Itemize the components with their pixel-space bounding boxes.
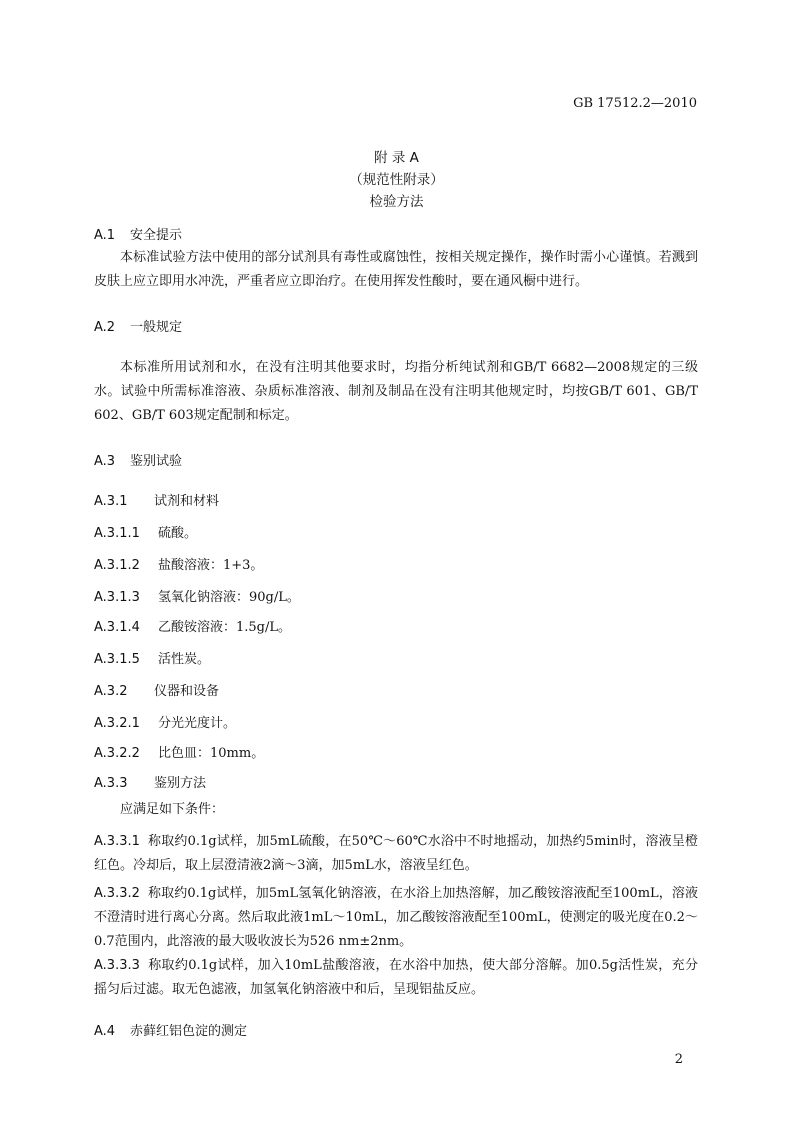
section-number: A.4 <box>94 1024 116 1039</box>
section-heading-a1 <box>94 224 182 243</box>
section-title: 安全提示 <box>130 228 183 243</box>
item-number: A.3.3.1 <box>94 834 140 849</box>
para-a332 <box>94 882 698 954</box>
item-a315 <box>94 648 210 667</box>
section-heading-a3 <box>94 450 182 469</box>
section-heading-a32 <box>94 680 219 699</box>
item-a313 <box>94 586 300 605</box>
appendix-title: 检验方法 <box>369 194 424 210</box>
item-text: 乙酸铵溶液：1.5g/L。 <box>158 620 292 635</box>
item-number: A.3.1.2 <box>94 558 140 573</box>
section-text-a2: 本标准所用试剂和水，在没有注明其他要求时，均指分析纯试剂和GB/T 6682—2008规定的三级水。试验中所需标准溶液、杂质标准溶液、制剂及制品在没有注明其他规定时，均按GB/T 601、GB/T 602、GB/T 603规定配制和标定。 <box>94 360 698 423</box>
appendix-label: 附 录 A <box>374 150 419 166</box>
page-number: 2 <box>674 1052 683 1067</box>
appendix-type: （规范性附录） <box>349 172 444 188</box>
item-text: 称取约0.1g试样，加5mL氢氧化钠溶液，在水浴上加热溶解，加乙酸铵溶液配至100mL，溶液不澄清时进行离心分离。然后取此液1mL～10mL，加乙酸铵溶液配至100mL，使测定的吸光度在0.2～0.7范围内，此溶液的最大吸收波长为526 nm±2nm。 <box>94 886 698 949</box>
item-text: 比色皿：10mm。 <box>158 746 265 761</box>
section-title: 赤藓红铝色淀的测定 <box>130 1024 248 1039</box>
item-text: 分光光度计。 <box>158 716 237 731</box>
section-intro-a33: 应满足如下条件： <box>120 802 225 817</box>
section-heading-a33 <box>94 772 206 791</box>
section-heading-a4 <box>94 1020 247 1039</box>
item-a314 <box>94 616 291 635</box>
section-title: 一般规定 <box>130 320 183 335</box>
section-text-a1: 本标准试验方法中使用的部分试剂具有毒性或腐蚀性，按相关规定操作，操作时需小心谨慎。若溅到皮肤上应立即用水冲洗，严重者应立即治疗。在使用挥发性酸时，要在通风橱中进行。 <box>94 250 698 289</box>
section-number: A.3.3 <box>94 776 128 791</box>
section-title: 鉴别试验 <box>130 454 183 469</box>
item-number: A.3.1.1 <box>94 526 140 541</box>
para-a331 <box>94 830 698 878</box>
standard-number: GB 17512.2—2010 <box>573 96 697 111</box>
item-number: A.3.3.3 <box>94 958 140 973</box>
item-text: 硫酸。 <box>158 526 198 541</box>
item-number: A.3.1.3 <box>94 590 140 605</box>
section-title: 鉴别方法 <box>154 776 207 791</box>
item-a322 <box>94 742 264 761</box>
section-number: A.3 <box>94 454 116 469</box>
section-title: 试剂和材料 <box>154 494 220 509</box>
item-a311 <box>94 522 197 541</box>
item-a321 <box>94 712 236 731</box>
item-number: A.3.2.1 <box>94 716 140 731</box>
item-text: 活性炭。 <box>158 652 211 667</box>
item-text: 称取约0.1g试样，加入10mL盐酸溶液，在水浴中加热，使大部分溶解。加0.5g活性炭，充分摇匀后过滤。取无色滤液，加氢氧化钠溶液中和后，呈现铝盐反应。 <box>94 958 698 997</box>
section-number: A.3.2 <box>94 684 128 699</box>
item-text: 称取约0.1g试样，加5mL硫酸，在50℃～60℃水浴中不时地摇动，加热约5min时，溶液呈橙红色。冷却后，取上层澄清液2滴～3滴，加5mL水，溶液呈红色。 <box>94 834 698 873</box>
item-number: A.3.3.2 <box>94 886 140 901</box>
section-title: 仪器和设备 <box>154 684 220 699</box>
section-number: A.1 <box>94 228 116 243</box>
item-text: 氢氧化钠溶液：90g/L。 <box>158 590 300 605</box>
item-text: 盐酸溶液：1+3。 <box>158 558 264 573</box>
item-number: A.3.2.2 <box>94 746 140 761</box>
item-number: A.3.1.5 <box>94 652 140 667</box>
item-number: A.3.1.4 <box>94 620 140 635</box>
section-number: A.3.1 <box>94 494 128 509</box>
para-a333 <box>94 954 698 1002</box>
section-heading-a2 <box>94 316 182 335</box>
section-heading-a31 <box>94 490 219 509</box>
section-number: A.2 <box>94 320 116 335</box>
item-a312 <box>94 554 263 573</box>
